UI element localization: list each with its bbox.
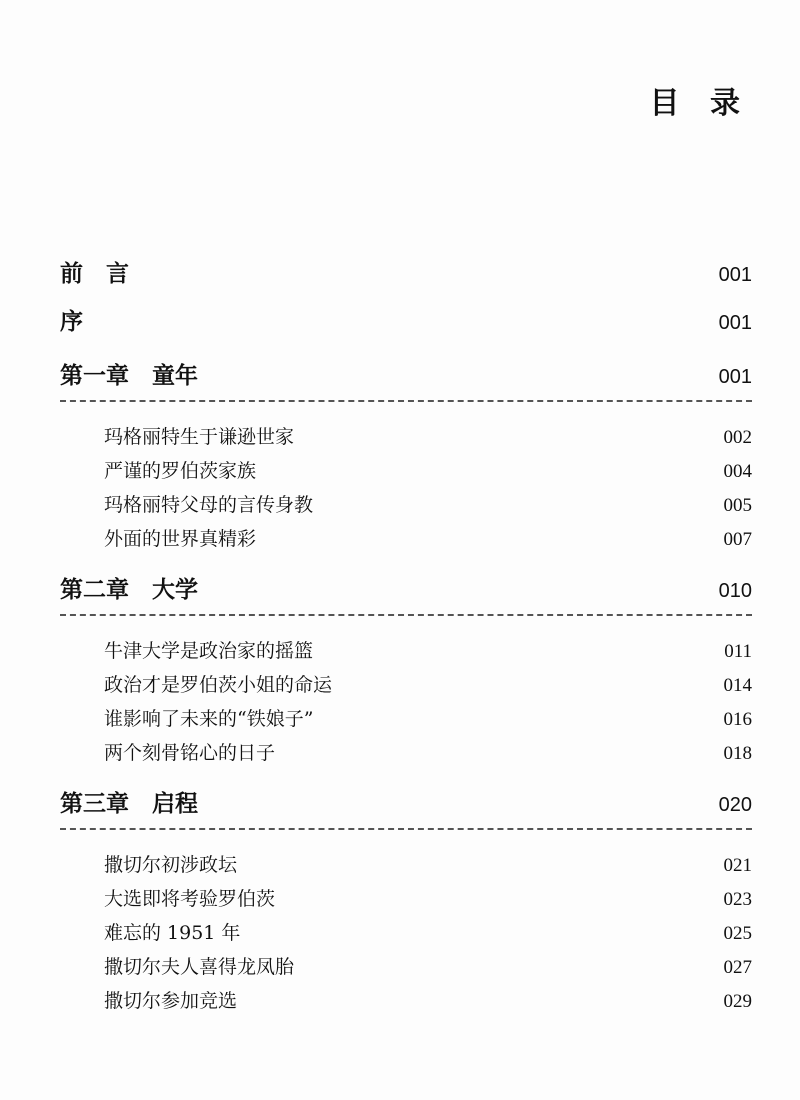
section-page: 004: [723, 461, 752, 482]
entry-page: 001: [718, 264, 752, 286]
dashed-divider: [60, 614, 752, 616]
chapter-page: 020: [718, 794, 752, 816]
section-label: 撒切尔参加竞选: [104, 990, 238, 1012]
chapter-heading: [60, 356, 752, 396]
section-page: 011: [724, 641, 752, 662]
section-page: 018: [723, 743, 752, 764]
section-label: 两个刻骨铭心的日子: [104, 742, 276, 764]
section-page: 007: [723, 529, 752, 550]
section-page: 027: [723, 957, 752, 978]
section-label: 外面的世界真精彩: [104, 528, 257, 550]
section-entry: [60, 848, 752, 882]
chapter-1: [60, 356, 752, 556]
entry-label: 序: [60, 309, 83, 335]
section-label: 玛格丽特生于谦逊世家: [104, 426, 295, 448]
section-label: 撒切尔初涉政坛: [104, 854, 238, 876]
section-entry: [60, 702, 752, 736]
entry-label: 前 言: [60, 261, 129, 287]
section-entry: [60, 882, 752, 916]
section-label: 难忘的 1951 年: [104, 922, 241, 944]
section-entry: [60, 668, 752, 702]
section-label: 玛格丽特父母的言传身教: [104, 494, 314, 516]
chapter-label: 第一章 童年: [60, 363, 198, 389]
section-entry: [60, 984, 752, 1018]
section-entry: [60, 522, 752, 556]
entry-page: 001: [718, 312, 752, 334]
section-entry: [60, 736, 752, 770]
toc-entry-preface: [60, 250, 752, 298]
section-entry: [60, 634, 752, 668]
page-title: 目 录: [649, 86, 750, 121]
section-page: 005: [723, 495, 752, 516]
section-label: 政治才是罗伯茨小姐的命运: [104, 674, 333, 696]
section-label: 谁影响了未来的“铁娘子”: [104, 708, 314, 730]
section-page: 014: [723, 675, 752, 696]
chapter-page: 001: [718, 366, 752, 388]
section-label: 牛津大学是政治家的摇篮: [104, 640, 314, 662]
chapter-3: [60, 784, 752, 1018]
chapter-label: 第二章 大学: [60, 577, 198, 603]
section-page: 021: [723, 855, 752, 876]
section-entry: [60, 916, 752, 950]
chapter-heading: [60, 784, 752, 824]
section-entry: [60, 420, 752, 454]
chapter-2: [60, 570, 752, 770]
chapter-label: 第三章 启程: [60, 791, 198, 817]
toc-entry-foreword: [60, 298, 752, 346]
chapter-page: 010: [718, 580, 752, 602]
dashed-divider: [60, 400, 752, 402]
chapter-heading: [60, 570, 752, 610]
section-label: 严谨的罗伯茨家族: [104, 460, 257, 482]
section-page: 002: [723, 427, 752, 448]
section-entry: [60, 454, 752, 488]
dashed-divider: [60, 828, 752, 830]
section-page: 025: [723, 923, 752, 944]
section-label: 大选即将考验罗伯茨: [104, 888, 276, 910]
section-page: 029: [723, 991, 752, 1012]
section-page: 023: [723, 889, 752, 910]
section-label: 撒切尔夫人喜得龙凤胎: [104, 956, 295, 978]
section-entry: [60, 488, 752, 522]
table-of-contents: [60, 250, 752, 1032]
section-entry: [60, 950, 752, 984]
section-page: 016: [723, 709, 752, 730]
